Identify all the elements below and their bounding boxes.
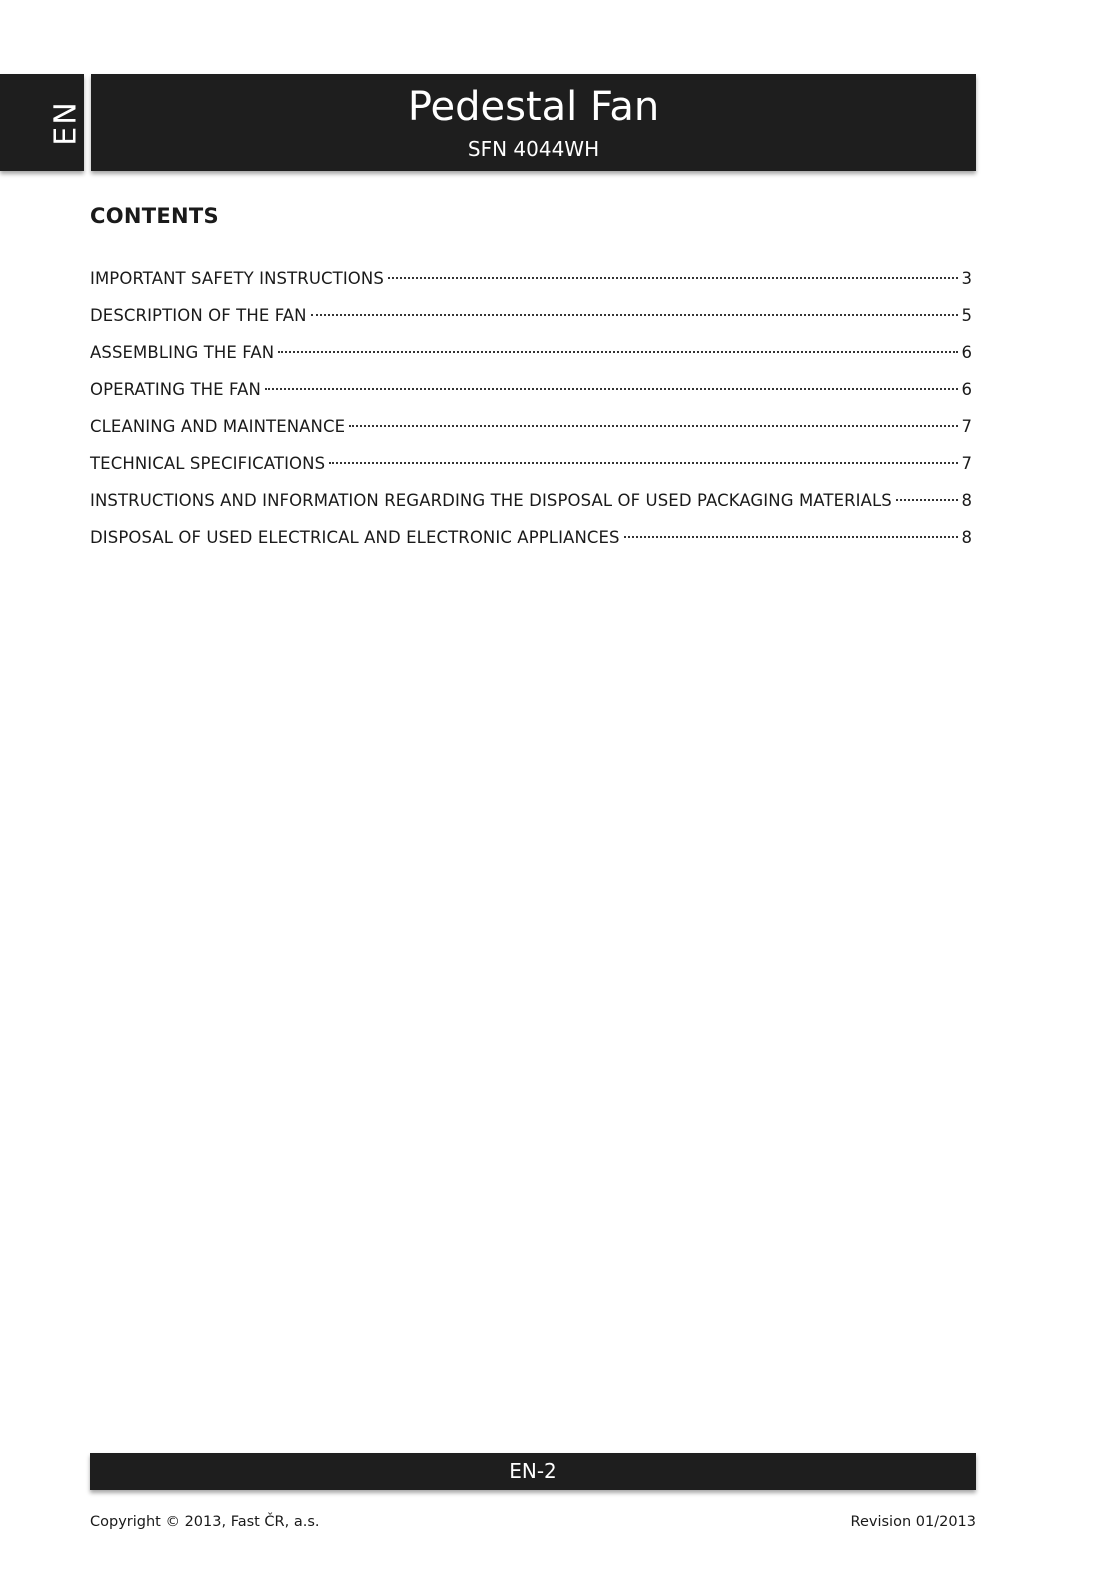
toc-dot-leader (388, 277, 958, 279)
toc-dot-leader (278, 351, 957, 353)
toc-entry[interactable] (90, 488, 972, 525)
page-number: EN-2 (509, 1459, 557, 1483)
toc-dot-leader (624, 536, 958, 538)
toc-entry[interactable] (90, 414, 972, 451)
toc-dot-leader (265, 388, 958, 390)
language-tab (0, 74, 84, 171)
toc-dot-leader (349, 425, 957, 427)
contents-heading: CONTENTS (90, 204, 219, 228)
toc-entry-page: 7 (961, 417, 972, 436)
revision-label: Revision 01/2013 (850, 1514, 976, 1530)
toc-entry-page: 3 (961, 269, 972, 288)
table-of-contents (90, 266, 972, 562)
toc-entry-label: OPERATING THE FAN (90, 380, 261, 399)
toc-entry-label: DESCRIPTION OF THE FAN (90, 306, 307, 325)
toc-dot-leader (329, 462, 957, 464)
toc-entry-page: 8 (961, 491, 972, 510)
toc-entry-page: 6 (961, 343, 972, 362)
toc-entry-label: CLEANING AND MAINTENANCE (90, 417, 346, 436)
toc-entry[interactable] (90, 303, 972, 340)
toc-entry[interactable] (90, 377, 972, 414)
toc-entry[interactable] (90, 451, 972, 488)
toc-entry-page: 5 (961, 306, 972, 325)
model-number: SFN 4044WH (467, 137, 600, 161)
toc-entry-label: INSTRUCTIONS AND INFORMATION REGARDING THE DISPOSAL OF USED PACKAGING MATERIALS (90, 491, 892, 510)
document-title: Pedestal Fan (407, 84, 660, 130)
toc-entry-page: 6 (961, 380, 972, 399)
toc-entry-label: ASSEMBLING THE FAN (90, 343, 275, 362)
toc-entry[interactable] (90, 525, 972, 562)
toc-entry-label: DISPOSAL OF USED ELECTRICAL AND ELECTRONIC APPLIANCES (90, 528, 620, 547)
toc-entry-page: 8 (961, 528, 972, 547)
language-tab-label: EN (48, 99, 84, 146)
toc-dot-leader (896, 499, 958, 501)
toc-entry-label: IMPORTANT SAFETY INSTRUCTIONS (90, 269, 384, 288)
toc-entry[interactable] (90, 266, 972, 303)
toc-entry[interactable] (90, 340, 972, 377)
copyright-notice: Copyright © 2013, Fast ČR, a.s. (90, 1514, 320, 1530)
toc-entry-page: 7 (961, 454, 972, 473)
toc-entry-label: TECHNICAL SPECIFICATIONS (90, 454, 326, 473)
page-number-band (90, 1453, 976, 1490)
title-band (91, 74, 976, 171)
toc-dot-leader (311, 314, 958, 316)
